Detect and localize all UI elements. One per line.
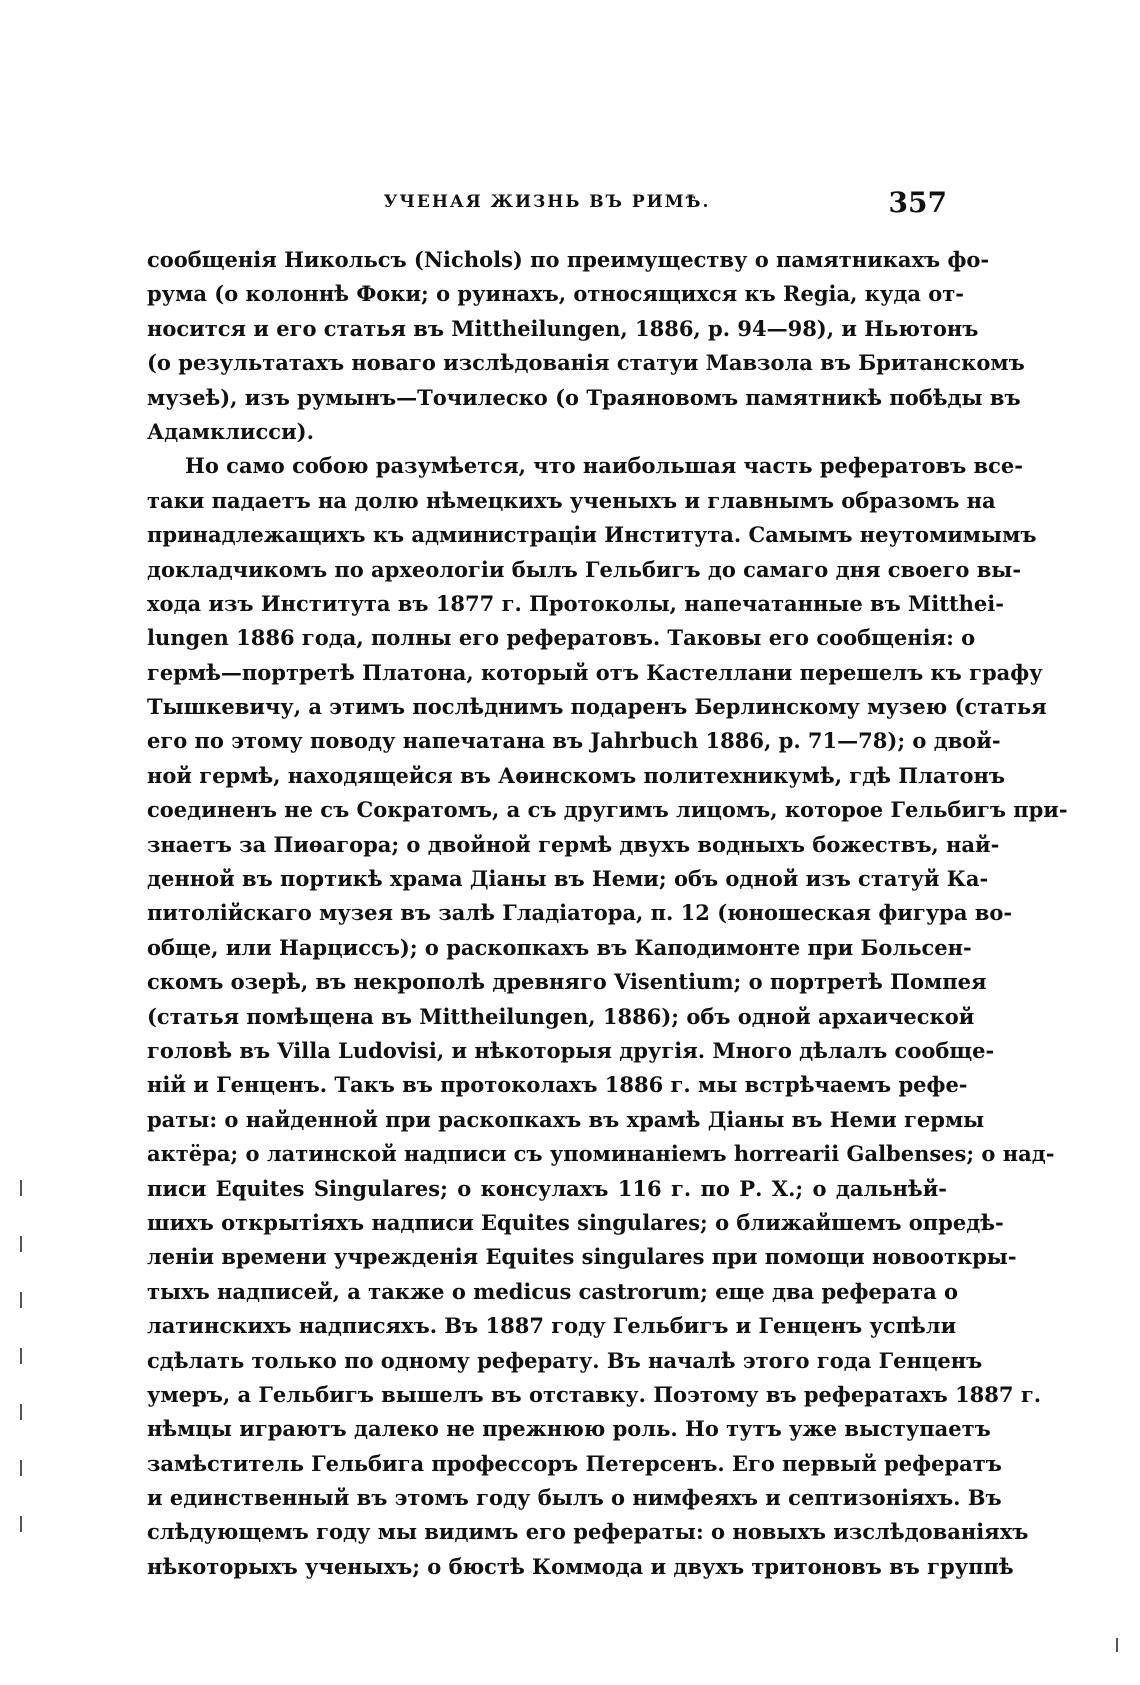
text-line: докладчикомъ по археологіи былъ Гельбигъ до самаго дня своего вы- (147, 556, 1022, 582)
text-line: сдѣлать только по одному реферату. Въ началѣ этого года Генценъ (147, 1347, 983, 1373)
running-title: УЧЕНАЯ ЖИЗНЬ ВЪ РИМѢ. (383, 192, 711, 212)
margin-mark (20, 1292, 22, 1308)
text-line: сообщенія Никольсъ (Nichols) по преимуществу о памятникахъ фо- (147, 247, 990, 272)
text-line: тыхъ надписей, а также о medicus castrorum; еще два реферата о (147, 1278, 959, 1304)
text-line: носится и его статья въ Mittheilungen, 1886, р. 94—98), и Ньютонъ (147, 315, 979, 341)
text-line: умеръ, а Гельбигъ вышелъ въ отставку. Поэтому въ рефератахъ 1887 г. (147, 1381, 1042, 1407)
text-line: шихъ открытіяхъ надписи Equites singulares; о ближайшемъ опредѣ- (147, 1209, 1004, 1235)
page-header (147, 186, 947, 226)
text-line: нѣмцы играютъ далеко не прежнюю роль. Но тутъ уже выступаетъ (147, 1416, 991, 1442)
text-line: раты: о найденной при раскопкахъ въ храмѣ Діаны въ Неми гермы (147, 1106, 985, 1132)
text-line: замѣститель Гельбига профессоръ Петерсенъ. Его первый рефератъ (147, 1450, 1002, 1476)
text-line: соединенъ не съ Сократомъ, а съ другимъ лицомъ, которое Гельбигъ при- (147, 797, 1068, 823)
text-line: Адамклисси). (147, 418, 314, 444)
text-line: Но само собою разумѣется, что наибольшая часть рефератовъ все- (185, 453, 1023, 479)
margin-mark (20, 1404, 22, 1420)
margin-mark (1116, 1638, 1118, 1652)
text-line: латинскихъ надписяхъ. Въ 1887 году Гельбигъ и Генценъ успѣли (147, 1313, 957, 1339)
text-line: ній и Генценъ. Такъ въ протоколахъ 1886 г. мы встрѣчаемъ рефе- (147, 1072, 968, 1098)
margin-mark (20, 1180, 22, 1196)
text-line: гермѣ—портретѣ Платона, который отъ Кастеллани перешелъ къ графу (147, 659, 1043, 685)
text-line: его по этому поводу напечатана въ Jahrbuch 1886, р. 71—78); о двой- (147, 728, 1001, 754)
text-line: леніи времени учрежденія Equites singulares при помощи новооткры- (147, 1244, 1017, 1270)
text-line: принадлежащихъ къ администраціи Института. Самымъ неутомимымъ (147, 522, 1037, 548)
text-line: lungen 1886 года, полны его рефератовъ. Таковы его сообщенія: о (147, 625, 976, 651)
margin-mark (20, 1460, 22, 1476)
text-line: хода изъ Института въ 1877 г. Протоколы, напечатанные въ Mitthei- (147, 590, 1004, 616)
text-line: нѣкоторыхъ ученыхъ; о бюстѣ Коммода и двухъ тритоновъ въ группѣ (147, 1553, 1014, 1579)
text-line: (о результатахъ новаго изслѣдованія статуи Мавзола въ Британскомъ (147, 350, 1025, 376)
margin-mark (20, 1236, 22, 1252)
text-line: слѣдующемъ году мы видимъ его рефераты: о новыхъ изслѣдованіяхъ (147, 1519, 1029, 1545)
text-line: знаетъ за Пиѳагора; о двойной гермѣ двухъ водныхъ божествъ, най- (147, 831, 1000, 857)
text-line: таки падаетъ на долю нѣмецкихъ ученыхъ и главнымъ образомъ на (147, 487, 996, 513)
margin-mark (20, 1348, 22, 1364)
text-line: актёра; о латинской надписи съ упоминаніемъ horrearii Galbenses; о над- (147, 1141, 1055, 1167)
margin-mark (20, 1516, 22, 1532)
text-line: (статья помѣщена въ Mittheilungen, 1886); объ одной архаической (147, 1003, 975, 1029)
margin-marks (20, 1180, 30, 1540)
text-line: питолійскаго музея въ залѣ Гладіатора, п. 12 (юношеская фигура во- (147, 900, 1013, 926)
text-line: ной гермѣ, находящейся въ Аѳинскомъ политехникумѣ, гдѣ Платонъ (147, 762, 1005, 788)
text-line: Тышкевичу, а этимъ послѣднимъ подаренъ Берлинскому музею (статья (147, 694, 1047, 720)
text-line: головѣ въ Villa Ludovisi, и нѣкоторыя другія. Много дѣлалъ сообще- (147, 1037, 995, 1063)
text-line: денной въ портикѣ храма Діаны въ Неми; объ одной изъ статуй Ка- (147, 866, 989, 892)
body-text (147, 243, 1068, 1584)
text-line: и единственный въ этомъ году былъ о нимфеяхъ и септизоніяхъ. Въ (147, 1485, 1002, 1511)
text-line: скомъ озерѣ, въ некрополѣ древняго Visentium; о портретѣ Помпея (147, 969, 987, 995)
text-line: музеѣ), изъ румынъ—Точилеско (о Траяновомъ памятникѣ побѣды въ (147, 384, 1021, 410)
text-line: рума (о колоннѣ Фоки; о руинахъ, относящихся къ Regia, куда от- (147, 281, 965, 307)
text-line: писи Equites Singulares; о консулахъ 116 г. по Р. Х.; о дальнѣй- (147, 1175, 947, 1201)
text-line: обще, или Нарциссъ); о раскопкахъ въ Каподимонте при Больсен- (147, 934, 972, 960)
page-number: 357 (888, 186, 947, 219)
